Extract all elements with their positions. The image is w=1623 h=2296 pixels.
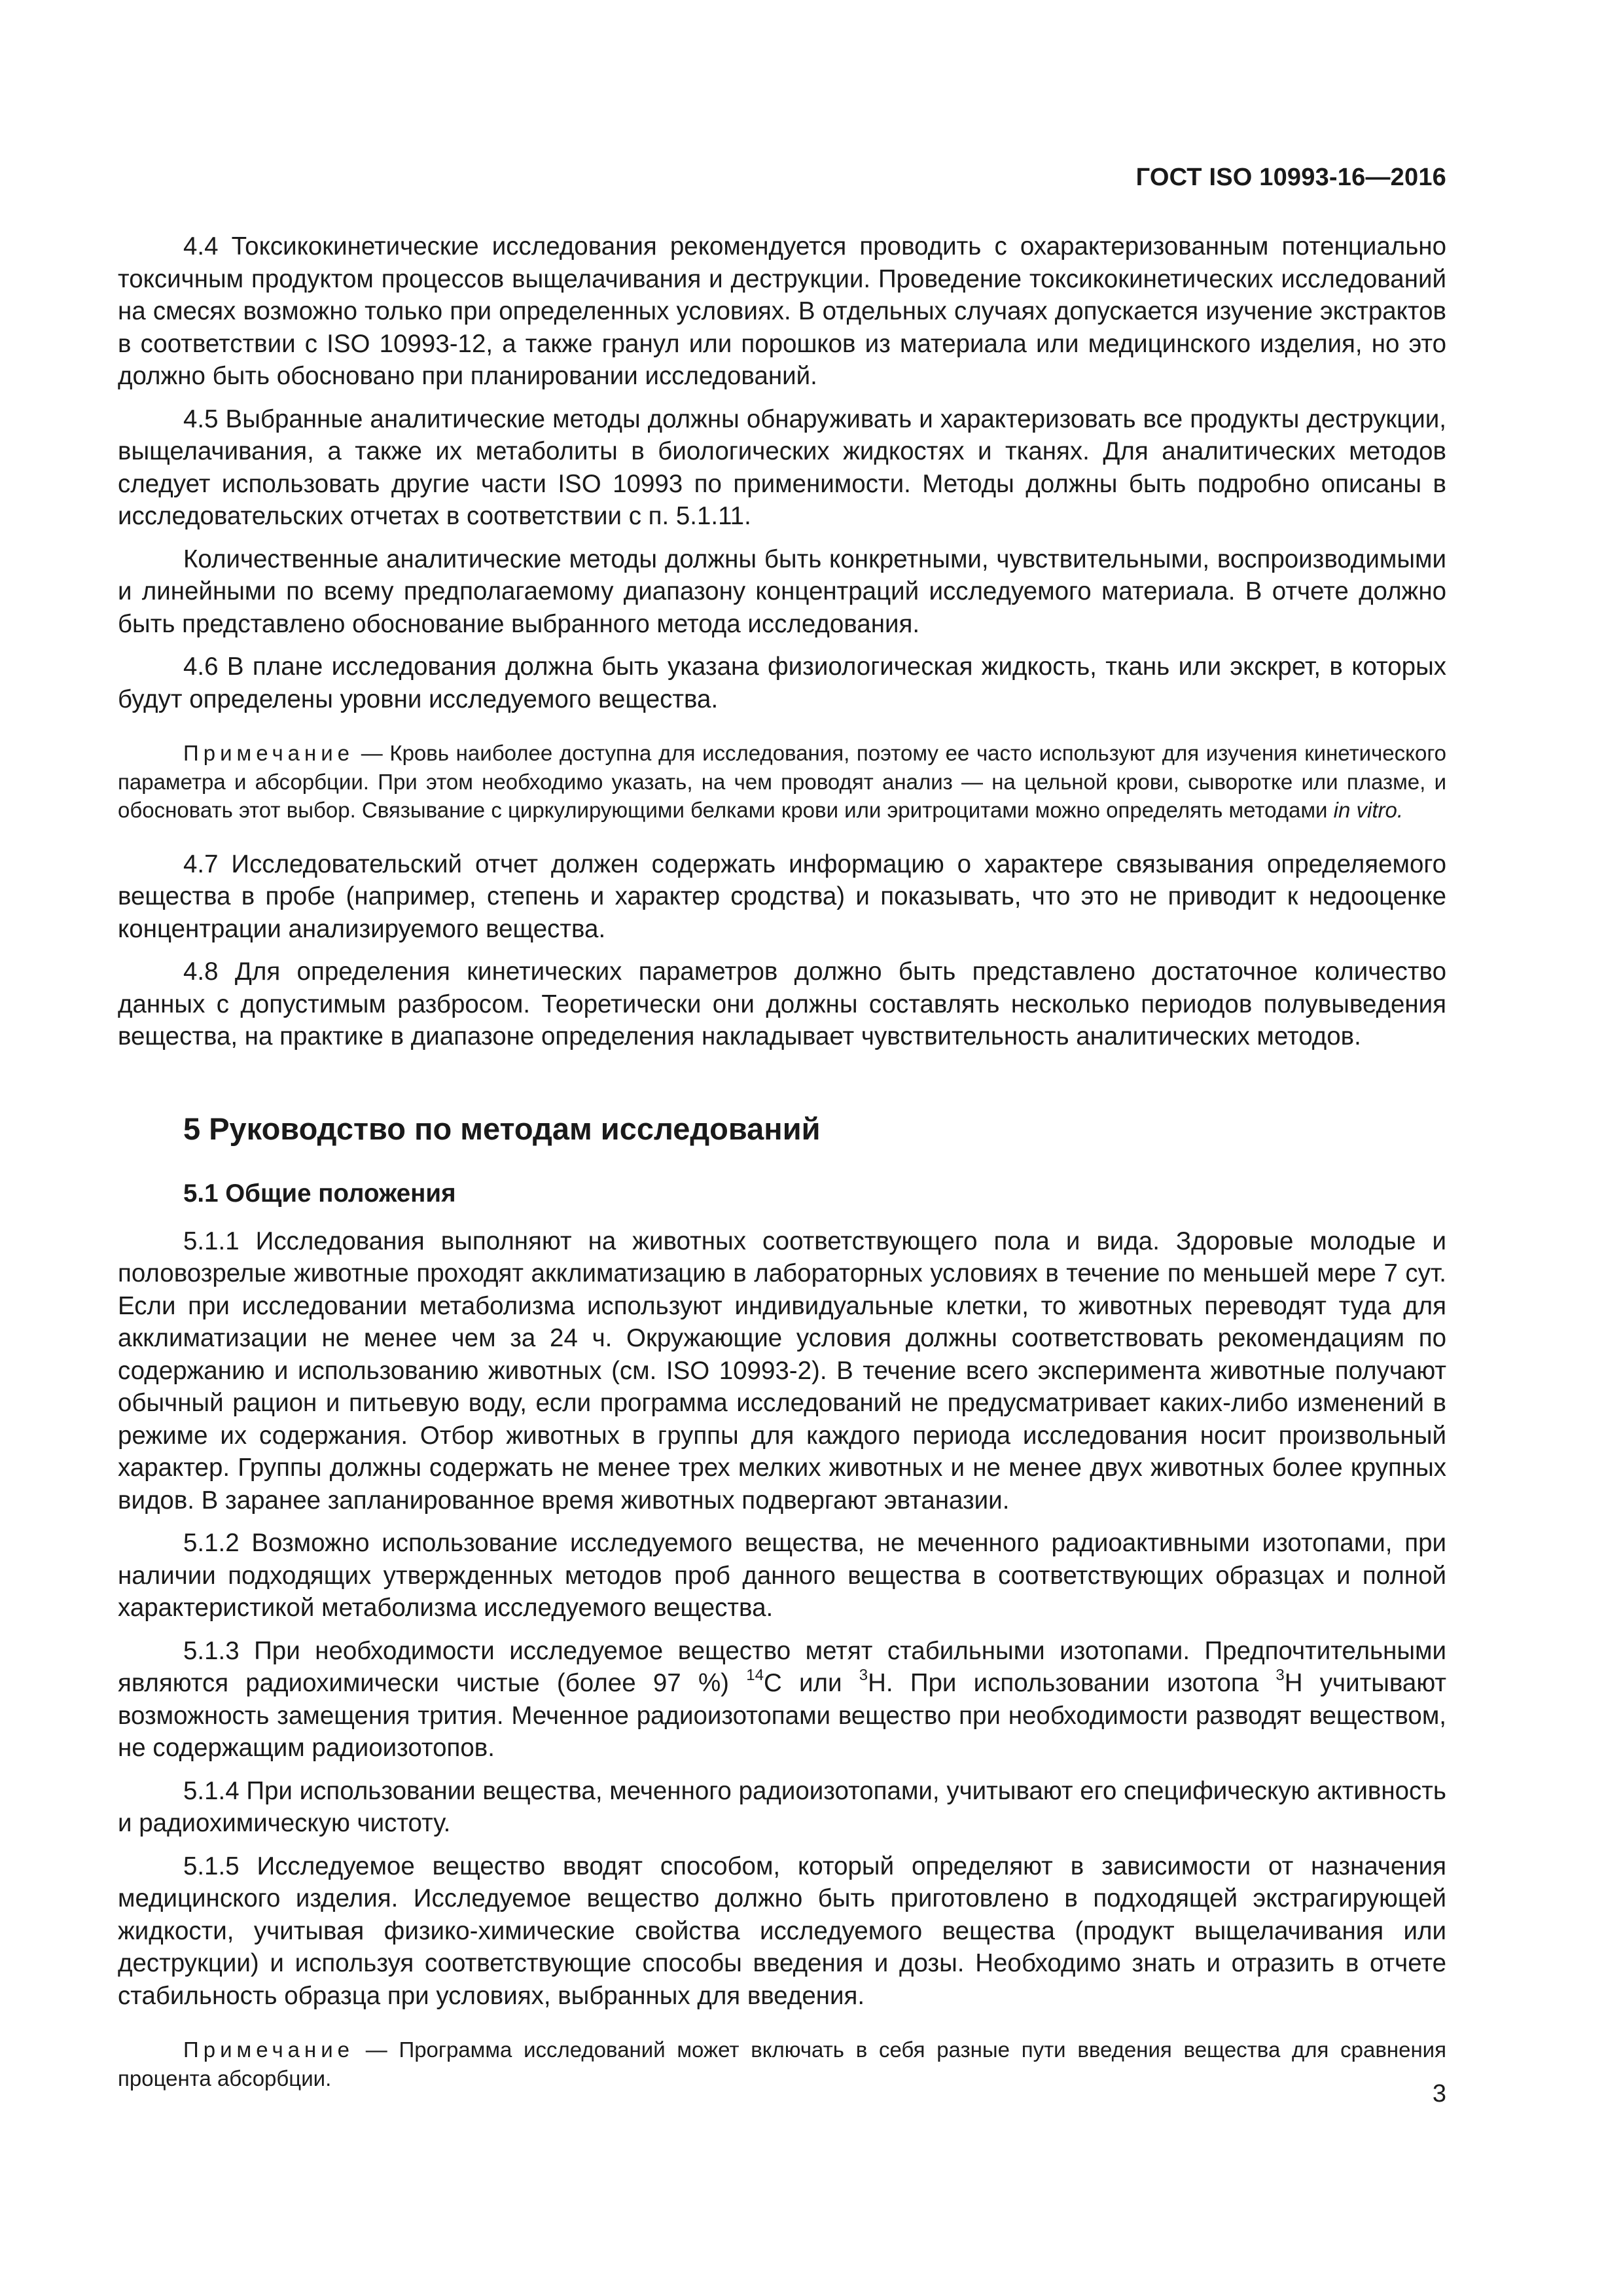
note-administration-routes	[118, 2036, 1446, 2092]
note-label: Примечание	[183, 741, 355, 765]
note-blood	[118, 739, 1446, 825]
p513-sup3: 3	[1275, 1666, 1285, 1685]
paragraph-5-1-5: 5.1.5 Исследуемое вещество вводят способом, который определяют в зависимости от назначения медицинского изделия. Исследуемое вещество должно быть приготовлено в подходящей экстрагирующей жидкости, учитывая физико-химические свойства исследуемого вещества (продукт выщелачивания или деструкции) и используя соответствующие способы введения и дозы. Необходимо знать и отразить в отчете стабильность образца при условиях, выбранных для введения.	[118, 1852, 1446, 2010]
note-emphasis: in vitro.	[1333, 798, 1404, 822]
p513-part2: С или	[763, 1669, 859, 1697]
paragraph-quantitative-methods: Количественные аналитические методы должны быть конкретными, чувствительными, воспроизводимыми и линейными по всему предполагаемому диапазону концентраций исследуемого материала. В отчете должно быть представлено обоснование выбранного метода исследования.	[118, 545, 1446, 638]
paragraph-5-1-3	[118, 1635, 1446, 1765]
note-text: — Программа исследований может включать в себя разные пути введения вещества для сравнения процента абсорбции.	[118, 2037, 1446, 2090]
document-header: ГОСТ ISO 10993-16—2016	[1135, 164, 1446, 191]
section-heading: 5 Руководство по методам исследований	[183, 1111, 821, 1146]
paragraph-5-1-1: 5.1.1 Исследования выполняют на животных соответствующего пола и вида. Здоровые молодые и половозрелые животные проходят акклиматизацию в лабораторных условиях в течение по меньшей мере 7 сут. Если при исследовании метаболизма используют индивидуальные клетки, то животных переводят туда для акклиматизации не менее чем за 24 ч. Окружающие условия должны соответствовать рекомендациям по содержанию и использованию животных (см. ISO 10993-2). В течение всего эксперимента животные получают обычный рацион и питьевую воду, если программа исследований не предусматривает каких-либо изменений в режиме их содержания. Отбор животных в группы для каждого периода исследования носит произвольный характер. Группы должны содержать не менее трех мелких животных и не менее двух животных более крупных видов. В заранее запланированное время животных подвергают эвтаназии.	[118, 1227, 1446, 1515]
p513-part4: Н учитывают возможность замещения трития. Меченное радиоизотопами вещество при необходимости разводят веществом, не содержащим радиоизотопов.	[118, 1669, 1446, 1762]
p513-part3: Н. При использовании изотопа	[868, 1669, 1276, 1697]
paragraph-4-5: 4.5 Выбранные аналитические методы должны обнаруживать и характеризовать все продукты деструкции, выщелачивания, а также их метаболиты в биологических жидкостях и тканях. Для аналитических методов следует использовать другие части ISO 10993 по применимости. Методы должны быть подробно описаны в исследовательских отчетах в соответствии с п. 5.1.11.	[118, 404, 1446, 530]
document-body	[118, 230, 1446, 2116]
page-number: 3	[1432, 2080, 1446, 2108]
paragraph-5-1-2: 5.1.2 Возможно использование исследуемого вещества, не меченного радиоактивными изотопами, при наличии подходящих утвержденных методов проб данного вещества в соответствующих образцах и полной характеристикой метаболизма исследуемого вещества.	[118, 1529, 1446, 1622]
paragraph-4-7: 4.7 Исследовательский отчет должен содержать информацию о характере связывания определяемого вещества в пробе (например, степень и характер сродства) и показывать, что это не приводит к недооценке концентрации анализируемого вещества.	[118, 850, 1446, 943]
note-text: — Кровь наиболее доступна для исследования, поэтому ее часто используют для изучения кинетического параметра и абсорбции. При этом необходимо указать, на чем проводят анализ — на цельной крови, сыворотке или плазме, и обосновать этот выбор. Связывание с циркулирующими белками крови или эритроцитами можно определять методами	[118, 741, 1446, 822]
p513-sup1: 14	[746, 1666, 764, 1685]
p513-sup2: 3	[859, 1666, 868, 1685]
paragraph-4-6: 4.6 В плане исследования должна быть указана физиологическая жидкость, ткань или экскрет, в которых будут определены уровни исследуемого вещества.	[118, 653, 1446, 713]
p513-part1: 5.1.3 При необходимости исследуемое вещество метят стабильными изотопами. Предпочтительными являются радиохимически чистые (более 97 %)	[118, 1636, 1446, 1697]
note-label: Примечание	[183, 2037, 355, 2062]
subsection-heading: 5.1 Общие положения	[183, 1179, 456, 1208]
paragraph-4-4: 4.4 Токсикокинетические исследования рекомендуется проводить с охарактеризованным потенциально токсичным продуктом процессов выщелачивания и деструкции. Проведение токсикокинетических исследований на смесях возможно только при определенных условиях. В отдельных случаях допускается изучение экстрактов в соответствии с ISO 10993-12, а также гранул или порошков из материала или медицинского изделия, но это должно быть обосновано при планировании исследований.	[118, 232, 1446, 390]
paragraph-5-1-4: 5.1.4 При использовании вещества, меченного радиоизотопами, учитывают его специфическую активность и радиохимическую чистоту.	[118, 1776, 1446, 1837]
paragraph-4-8: 4.8 Для определения кинетических параметров должно быть представлено достаточное количество данных с допустимым разбросом. Теоретически они должны составлять несколько периодов полувыведения вещества, на практике в диапазоне определения накладывает чувствительность аналитических методов.	[118, 958, 1446, 1050]
